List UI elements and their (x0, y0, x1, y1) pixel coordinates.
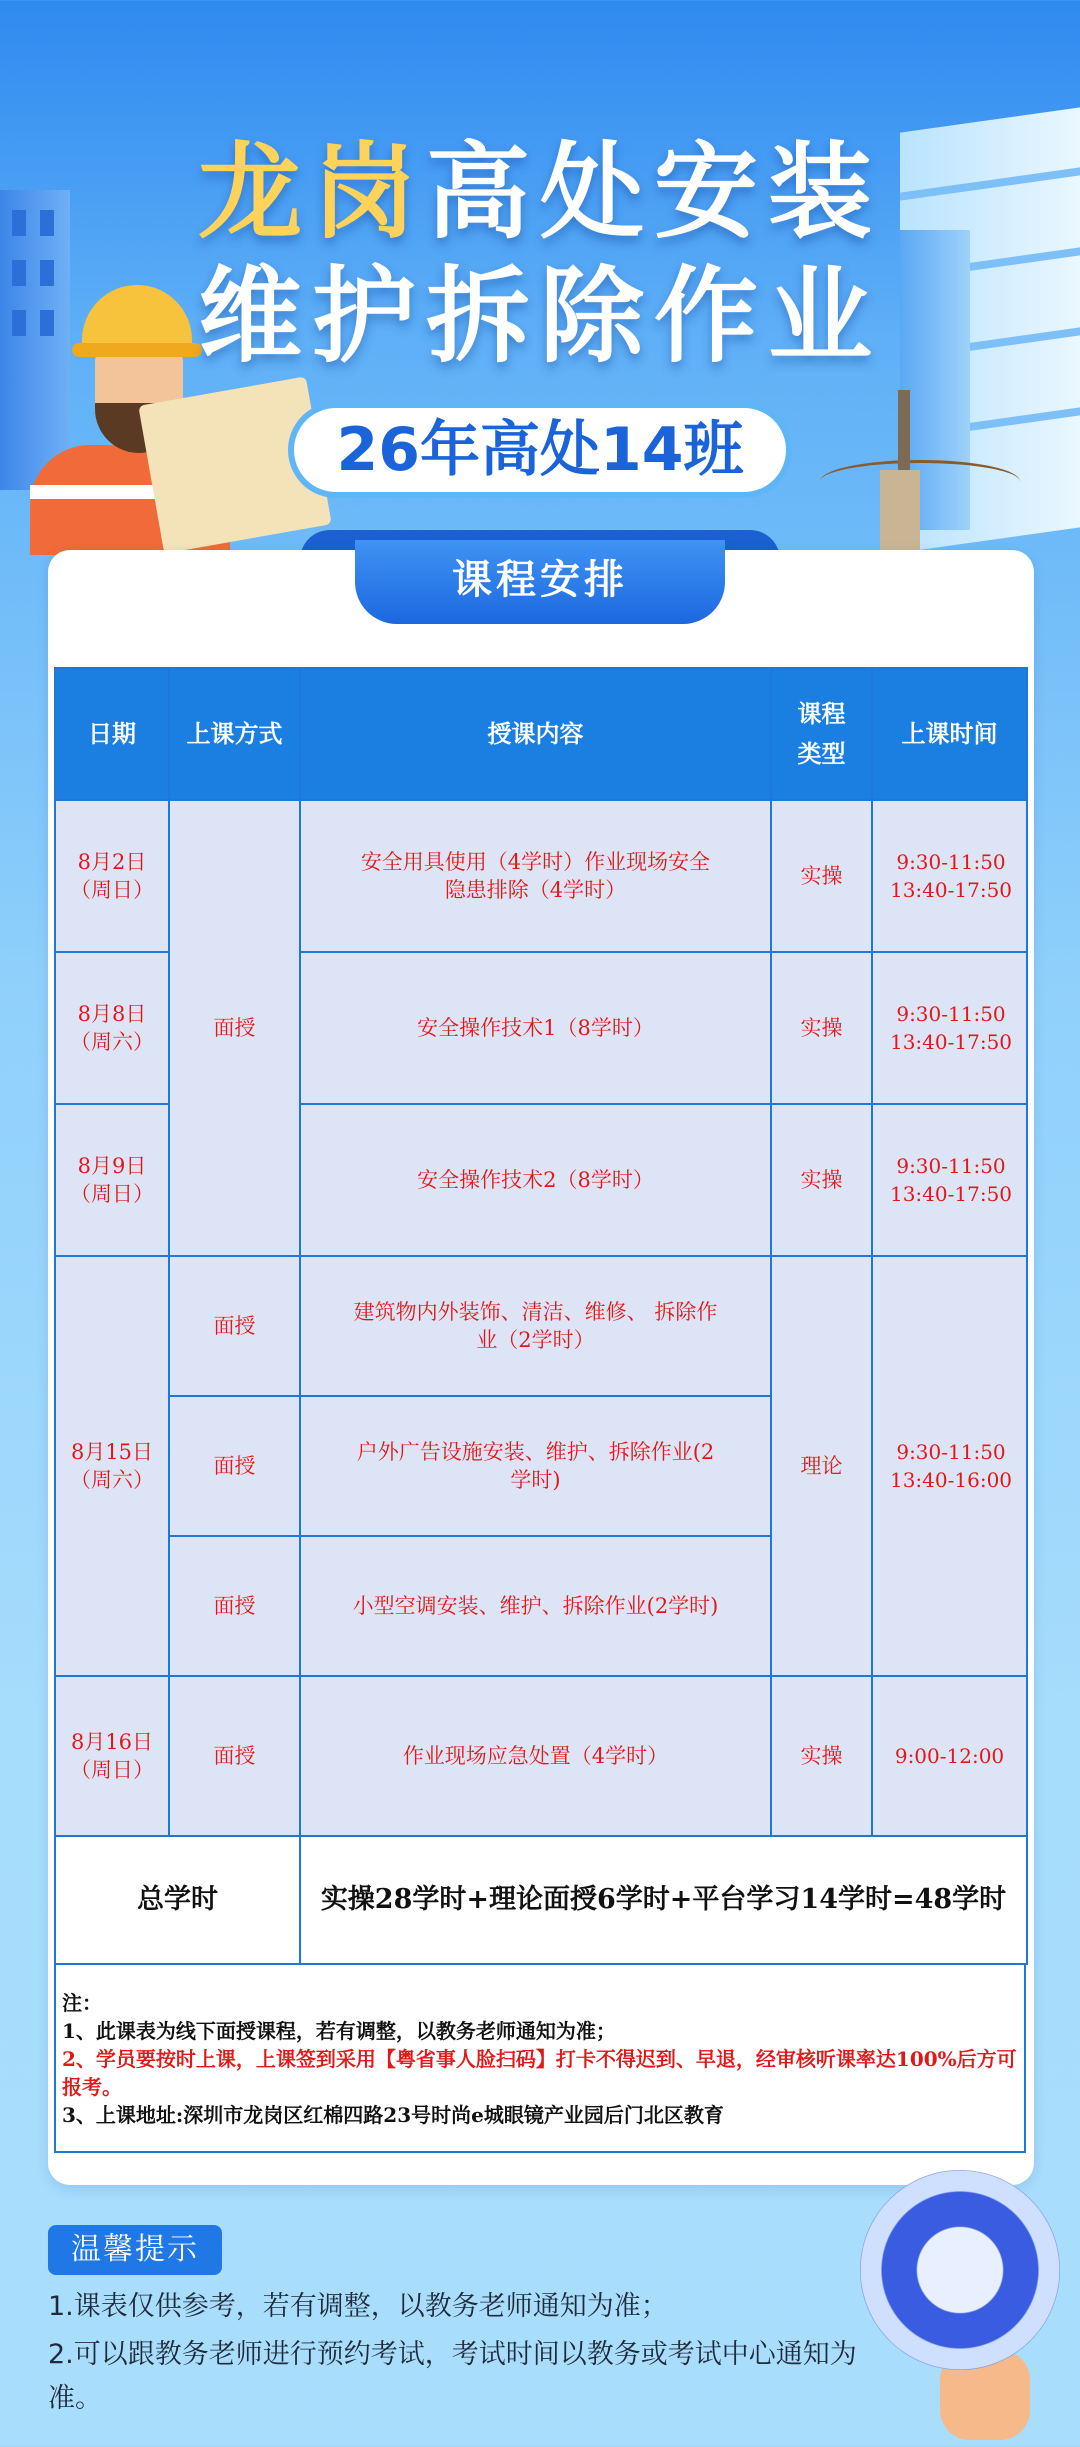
cell-content: 小型空调安装、维护、拆除作业(2学时) (300, 1536, 771, 1676)
cell-mode: 面授 (169, 1676, 300, 1836)
cell-time: 9:30-11:50 13:40-16:00 (872, 1256, 1027, 1676)
class-name-badge: 26年高处14班 (288, 402, 792, 498)
tips-badge: 温馨提示 (48, 2225, 222, 2275)
cell-date: 8月2日（周日） (55, 800, 169, 952)
cell-type: 实操 (771, 1676, 872, 1836)
cell-time: 9:30-11:50 13:40-17:50 (872, 800, 1027, 952)
cell-type: 实操 (771, 1104, 872, 1256)
table-row (55, 1676, 1027, 1836)
section-tab: 课程安排 (355, 540, 725, 624)
cell-date: 8月8日（周六） (55, 952, 169, 1104)
cell-type: 实操 (771, 800, 872, 952)
cell-content: 安全用具使用（4学时）作业现场安全隐患排除（4学时） (300, 800, 771, 952)
header-content: 授课内容 (300, 668, 771, 800)
title-accent: 龙岗 (197, 131, 426, 253)
megaphone-icon (820, 2150, 1080, 2447)
cell-type: 实操 (771, 952, 872, 1104)
cell-time: 9:30-11:50 13:40-17:50 (872, 1104, 1027, 1256)
cell-date: 8月16日（周日） (55, 1676, 169, 1836)
junction-box-illustration (880, 470, 920, 550)
cell-content: 作业现场应急处置（4学时） (300, 1676, 771, 1836)
header-mode: 上课方式 (169, 668, 300, 800)
notes-line-2: 2、学员要按时上课，上课签到采用【粤省事人脸扫码】打卡不得迟到、早退，经审核听课率达100%后方可报考。 (62, 2047, 1017, 2099)
title-rest: 高处安装 (426, 131, 883, 253)
cell-date: 8月9日（周日） (55, 1104, 169, 1256)
cell-mode: 面授 (169, 1396, 300, 1536)
wire-illustration (820, 460, 1020, 503)
table-row (55, 1256, 1027, 1396)
cell-time: 9:30-11:50 13:40-17:50 (872, 952, 1027, 1104)
cell-type: 理论 (771, 1256, 872, 1676)
cell-content: 建筑物内外装饰、清洁、维修、 拆除作业（2学时） (300, 1256, 771, 1396)
cell-mode: 面授 (169, 1536, 300, 1676)
cell-mode: 面授 (169, 800, 300, 1256)
notes-box (54, 1963, 1026, 2153)
tip-2: 2.可以跟教务老师进行预约考试，考试时间以教务或考试中心通知为准。 (48, 2339, 857, 2414)
cell-mode: 面授 (169, 1256, 300, 1396)
notes-line-3: 3、上课地址:深圳市龙岗区红棉四路23号时尚e城眼镜产业园后门北区教育 (62, 2103, 724, 2127)
table-header-row (55, 668, 1027, 800)
table-row (55, 800, 1027, 952)
cell-content: 安全操作技术1（8学时） (300, 952, 771, 1104)
notes-title: 注： (62, 1991, 102, 2015)
cell-content: 安全操作技术2（8学时） (300, 1104, 771, 1256)
header-time: 上课时间 (872, 668, 1027, 800)
cell-content: 户外广告设施安装、维护、拆除作业(2学时) (300, 1396, 771, 1536)
tip-1: 1.课表仅供参考，若有调整，以教务老师通知为准； (48, 2291, 668, 2322)
cell-date: 8月15日（周六） (55, 1256, 169, 1676)
cell-time: 9:00-12:00 (872, 1676, 1027, 1836)
header-type: 课程类型 (771, 668, 872, 800)
table-total-row (55, 1836, 1027, 1964)
schedule-table (54, 667, 1028, 1965)
header-date: 日期 (55, 668, 169, 800)
notes-line-1: 1、此课表为线下面授课程，若有调整，以教务老师通知为准； (62, 2019, 616, 2043)
total-value: 实操28学时+理论面授6学时+平台学习14学时=48学时 (300, 1836, 1027, 1964)
title-line-2: 维护拆除作业 (197, 255, 882, 377)
total-label: 总学时 (55, 1836, 300, 1964)
